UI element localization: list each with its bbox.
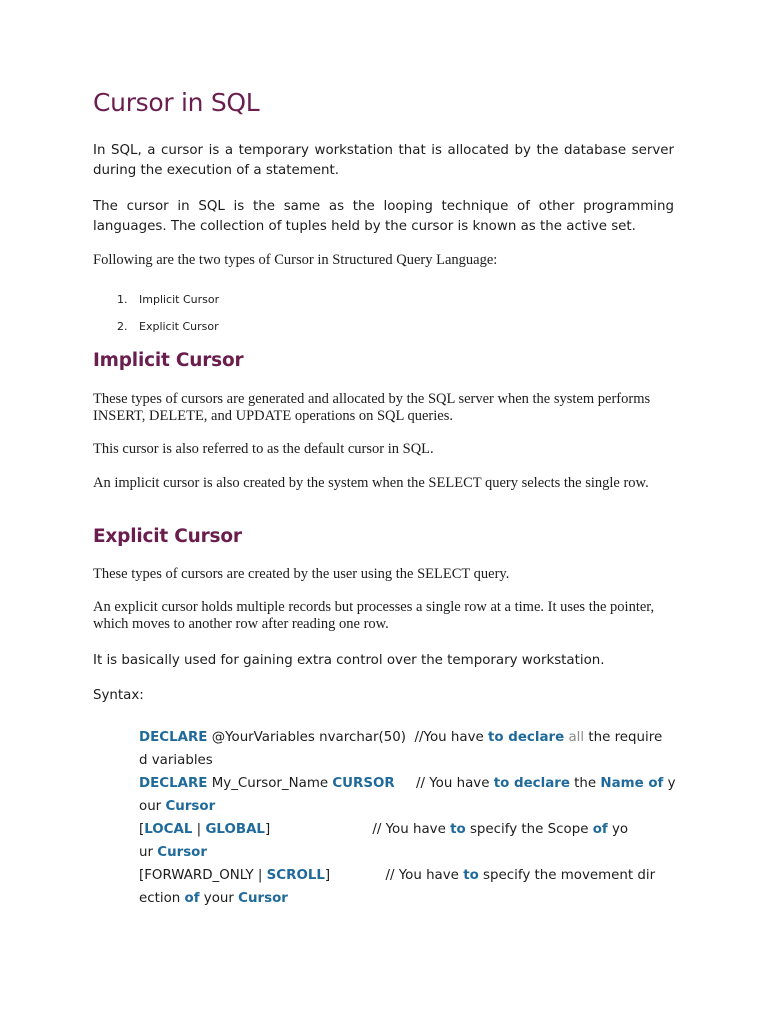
code-keyword: SCROLL [266, 868, 325, 883]
code-keyword: LOCAL [144, 822, 193, 837]
code-text: yo [607, 822, 629, 837]
list-item-label: Implicit Cursor [139, 293, 220, 306]
code-text: ur [139, 845, 158, 860]
intro-paragraph-2: The cursor in SQL is the same as the looping technique of other programming languages. The collection of tuples held by the cursor is known as the active set. [93, 199, 674, 234]
code-text: | [192, 822, 206, 837]
code-line [139, 772, 679, 795]
explicit-paragraph-3: It is basically used for gaining extra control over the temporary workstation. [93, 653, 605, 668]
code-line [139, 864, 679, 887]
code-text: your [199, 891, 239, 906]
explicit-paragraph-1: These types of cursors are created by the user using the SELECT query. [93, 566, 510, 582]
code-text: ] // You have [264, 822, 451, 837]
cursor-types-list [117, 291, 219, 345]
code-text: My_Cursor_Name [207, 776, 333, 791]
explicit-cursor-heading: Explicit Cursor [93, 526, 242, 547]
list-item [117, 318, 219, 345]
code-keyword: Name of [600, 776, 664, 791]
code-text: // You have [394, 776, 494, 791]
code-keyword: of [592, 822, 608, 837]
code-line [139, 795, 679, 818]
code-keyword: to declare [488, 730, 565, 745]
intro-paragraph-3: Following are the two types of Cursor in Structured Query Language: [93, 252, 498, 268]
code-line [139, 818, 679, 841]
code-keyword: CURSOR [332, 776, 395, 791]
code-text: our [139, 799, 166, 814]
code-line [139, 841, 679, 864]
code-keyword: to [463, 868, 479, 883]
implicit-paragraph-2: This cursor is also referred to as the default cursor in SQL. [93, 441, 434, 457]
syntax-label: Syntax: [93, 688, 144, 703]
code-text: [ [139, 822, 145, 837]
code-keyword: DECLARE [139, 730, 208, 745]
code-keyword: to declare [493, 776, 570, 791]
intro-paragraph-1: In SQL, a cursor is a temporary workstation that is allocated by the database server during the execution of a statement. [93, 143, 674, 178]
code-text: the require [584, 730, 663, 745]
code-keyword: GLOBAL [205, 822, 265, 837]
code-text: specify the Scope [465, 822, 593, 837]
implicit-paragraph-3: An implicit cursor is also created by the system when the SELECT query selects the single row. [93, 475, 649, 491]
page-title: Cursor in SQL [93, 88, 260, 117]
list-item-number: 1. [117, 293, 128, 306]
list-item-number: 2. [117, 320, 128, 333]
explicit-paragraph-2: An explicit cursor holds multiple records but processes a single row at a time. It uses the pointer, which moves to another row after reading one row. [93, 599, 655, 632]
code-text: [FORWARD_ONLY | [139, 868, 267, 883]
code-keyword: DECLARE [139, 776, 208, 791]
code-keyword: Cursor [238, 891, 288, 906]
code-text: ection [139, 891, 185, 906]
code-keyword: to [450, 822, 466, 837]
code-line [139, 726, 679, 749]
syntax-code-block [139, 726, 679, 910]
code-line [139, 749, 679, 772]
implicit-cursor-heading: Implicit Cursor [93, 350, 244, 371]
code-keyword: of [184, 891, 200, 906]
list-item-label: Explicit Cursor [139, 320, 219, 333]
code-text: @YourVariables nvarchar(50) //You have [207, 730, 488, 745]
code-text: specify the movement dir [478, 868, 656, 883]
code-text: all [568, 730, 585, 745]
code-text: d variables [139, 753, 213, 768]
code-text: ] // You have [324, 868, 464, 883]
code-keyword: Cursor [165, 799, 216, 814]
code-text: y [663, 776, 676, 791]
code-keyword: Cursor [157, 845, 207, 860]
code-text: the [569, 776, 601, 791]
implicit-paragraph-1: These types of cursors are generated and allocated by the SQL server when the system performs INSERT, DELETE, and UPDATE operations on SQL queries. [93, 391, 651, 424]
list-item [117, 291, 219, 318]
code-line [139, 887, 679, 910]
